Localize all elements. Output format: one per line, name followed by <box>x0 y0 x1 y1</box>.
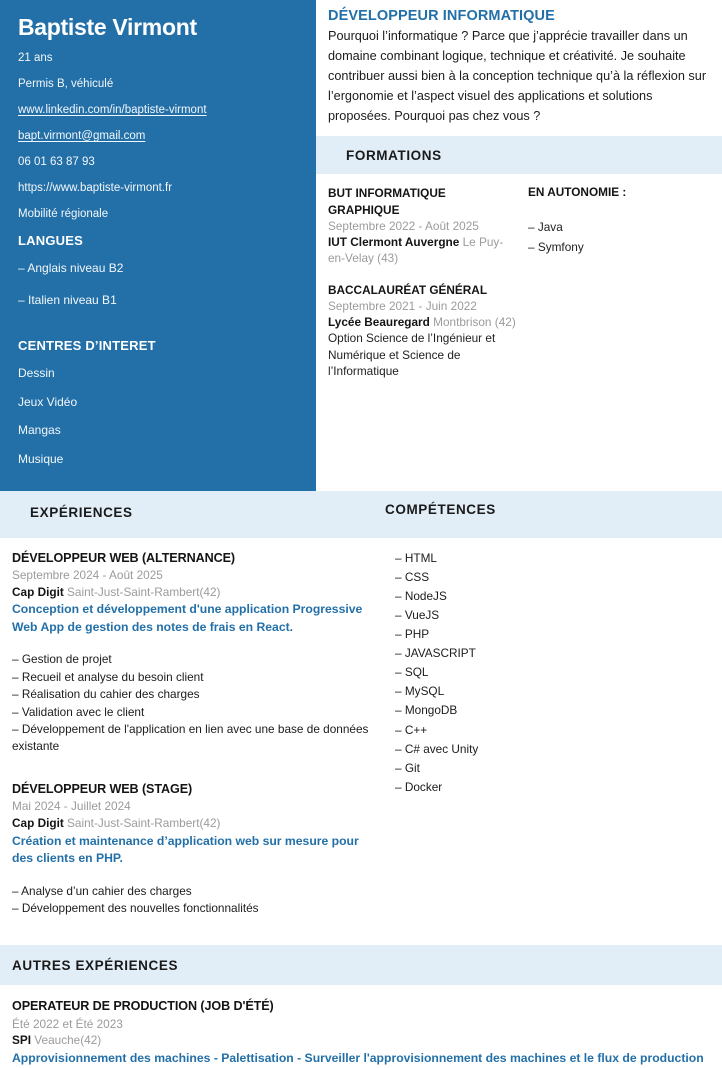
experience-company-city: Saint-Just-Saint-Rambert(42) <box>63 584 221 599</box>
skill-item: – Git <box>395 760 420 775</box>
experience-entry <box>12 780 375 918</box>
experience-spacer <box>12 762 375 780</box>
contact-mobility: Mobilité régionale <box>18 208 109 221</box>
education-school-city: Montbrison (42) <box>429 315 516 330</box>
experience-task-list <box>12 883 375 918</box>
formations-body <box>316 174 722 387</box>
skill-item: – NodeJS <box>395 588 447 603</box>
skill-item: – C# avec Unity <box>395 741 479 756</box>
autres-experience-date: Été 2022 et Été 2023 <box>12 1016 123 1031</box>
right-column <box>316 0 722 491</box>
sidebar <box>0 0 316 491</box>
experience-task: – Validation avec le client <box>12 704 145 719</box>
languages-heading: LANGUES <box>18 233 83 248</box>
interest-item-mangas: Mangas <box>18 423 61 438</box>
experience-task-list <box>12 651 375 756</box>
main-columns <box>0 538 722 924</box>
experience-title: DÉVELOPPEUR WEB (STAGE) <box>12 781 193 796</box>
contact-phone: 06 01 63 87 93 <box>18 156 95 169</box>
autres-experience-company-name: SPI <box>12 1033 32 1048</box>
competences-column <box>385 549 722 924</box>
top-area <box>0 0 722 491</box>
autres-experience-title: OPERATEUR DE PRODUCTION (JOB D'ÉTÉ) <box>12 999 274 1014</box>
competences-title: COMPÉTENCES <box>385 501 496 517</box>
education-title: BACCALAURÉAT GÉNÉRAL <box>328 282 488 297</box>
experience-entry <box>12 549 375 756</box>
autres-experiences-band <box>0 945 722 985</box>
experiences-title: EXPÉRIENCES <box>30 504 133 520</box>
autonomie-list <box>528 185 712 379</box>
experience-company <box>12 584 375 601</box>
experience-company-city: Saint-Just-Saint-Rambert(42) <box>63 815 221 830</box>
autres-experience-company <box>12 1032 710 1049</box>
experiences-competences-band <box>0 491 722 538</box>
skill-item: – C++ <box>395 722 428 737</box>
candidate-name: Baptiste Virmont <box>18 14 197 40</box>
skill-item: – MongoDB <box>395 703 458 718</box>
education-title: BUT INFORMATIQUE GRAPHIQUE <box>328 186 446 217</box>
skill-item: – HTML <box>395 550 437 565</box>
experience-company <box>12 815 375 832</box>
contact-linkedin-link[interactable]: www.linkedin.com/in/baptiste-virmont <box>18 104 207 117</box>
autonomie-item-symfony: – Symfony <box>528 239 584 254</box>
experience-summary: Création et maintenance d’application web sur mesure pour des clients en PHP. <box>12 833 359 866</box>
education-entry <box>328 185 518 266</box>
education-date: Septembre 2022 - Août 2025 <box>328 218 479 233</box>
contact-website[interactable]: https://www.baptiste-virmont.fr <box>18 182 173 195</box>
experience-date: Mai 2024 - Juillet 2024 <box>12 799 131 814</box>
education-school-name: IUT Clermont Auvergne <box>328 235 460 250</box>
skill-item: – JAVASCRIPT <box>395 646 476 661</box>
language-item-english: – Anglais niveau B2 <box>18 261 124 275</box>
experience-task: – Réalisation du cahier des charges <box>12 687 200 702</box>
interest-item-jeux-video: Jeux Vidéo <box>18 394 78 409</box>
autres-experiences-title: AUTRES EXPÉRIENCES <box>12 957 179 973</box>
interest-item-dessin: Dessin <box>18 366 55 381</box>
education-school-city: Le Puy-en-Velay (43) <box>328 235 504 266</box>
experience-task: – Développement des nouvelles fonctionnalités <box>12 900 259 915</box>
profile-section <box>316 0 722 136</box>
skill-item: – PHP <box>395 627 430 641</box>
skill-item: – MySQL <box>395 684 445 699</box>
experiences-column <box>0 549 385 924</box>
autres-experiences-body <box>0 985 722 1067</box>
skill-item: – SQL <box>395 665 429 680</box>
formations-band <box>316 136 722 174</box>
skill-item: – VueJS <box>395 607 440 622</box>
contact-license: Permis B, véhiculé <box>18 78 114 91</box>
autonomie-item-java: – Java <box>528 220 563 235</box>
skill-item: – CSS <box>395 569 430 584</box>
formations-title: FORMATIONS <box>346 147 442 163</box>
experience-task: – Développement de l'application en lien avec une base de données existante <box>12 722 369 754</box>
experience-task: – Analyse d’un cahier des charges <box>12 883 192 898</box>
autres-experience-entry <box>12 997 710 1067</box>
experience-task: – Recueil et analyse du besoin client <box>12 669 204 684</box>
education-school-name: Lycée Beauregard <box>328 315 430 330</box>
education-date: Septembre 2021 - Juin 2022 <box>328 298 477 313</box>
experience-company-name: Cap Digit <box>12 584 64 599</box>
experience-task: – Gestion de projet <box>12 652 112 667</box>
skill-item: – Docker <box>395 779 443 794</box>
experience-title: DÉVELOPPEUR WEB (ALTERNANCE) <box>12 550 235 565</box>
education-option: Option Science de l’Ingénieur et Numérique et Science de l’Informatique <box>328 331 496 378</box>
education-list <box>328 185 518 379</box>
autres-experience-summary: Approvisionnement des machines - Palettisation - Surveiller l'approvisionnement des machines et le flux de production <box>12 1051 704 1066</box>
experience-company-name: Cap Digit <box>12 815 64 830</box>
contact-email-link[interactable]: bapt.virmont@gmail.com <box>18 130 146 143</box>
experience-summary: Conception et développement d'une application Progressive Web App de gestion des notes de frais en React. <box>12 602 363 634</box>
education-entry <box>328 282 518 380</box>
profile-title: DÉVELOPPEUR INFORMATIQUE <box>328 8 555 24</box>
education-school <box>328 314 518 330</box>
experience-date: Septembre 2024 - Août 2025 <box>12 567 163 582</box>
autonomie-title: EN AUTONOMIE : <box>528 185 627 200</box>
profile-text: Pourquoi l’informatique ? Parce que j’apprécie travailler dans un domaine combinant logique, technique et créativité. Je souhaite contribuer aussi bien à la conception technique qu’à la réflexion sur l’ergonomie et l’aspect visuel des applications et solutions proposées. Pourquoi pas chez vous ? <box>328 29 707 124</box>
language-item-italian: – Italien niveau B1 <box>18 292 117 307</box>
contact-age: 21 ans <box>18 52 53 65</box>
education-school <box>328 234 518 267</box>
interest-item-musique: Musique <box>18 451 64 466</box>
interests-heading: CENTRES D’INTERET <box>18 338 156 354</box>
autres-experience-company-city: Veauche(42) <box>31 1033 102 1048</box>
